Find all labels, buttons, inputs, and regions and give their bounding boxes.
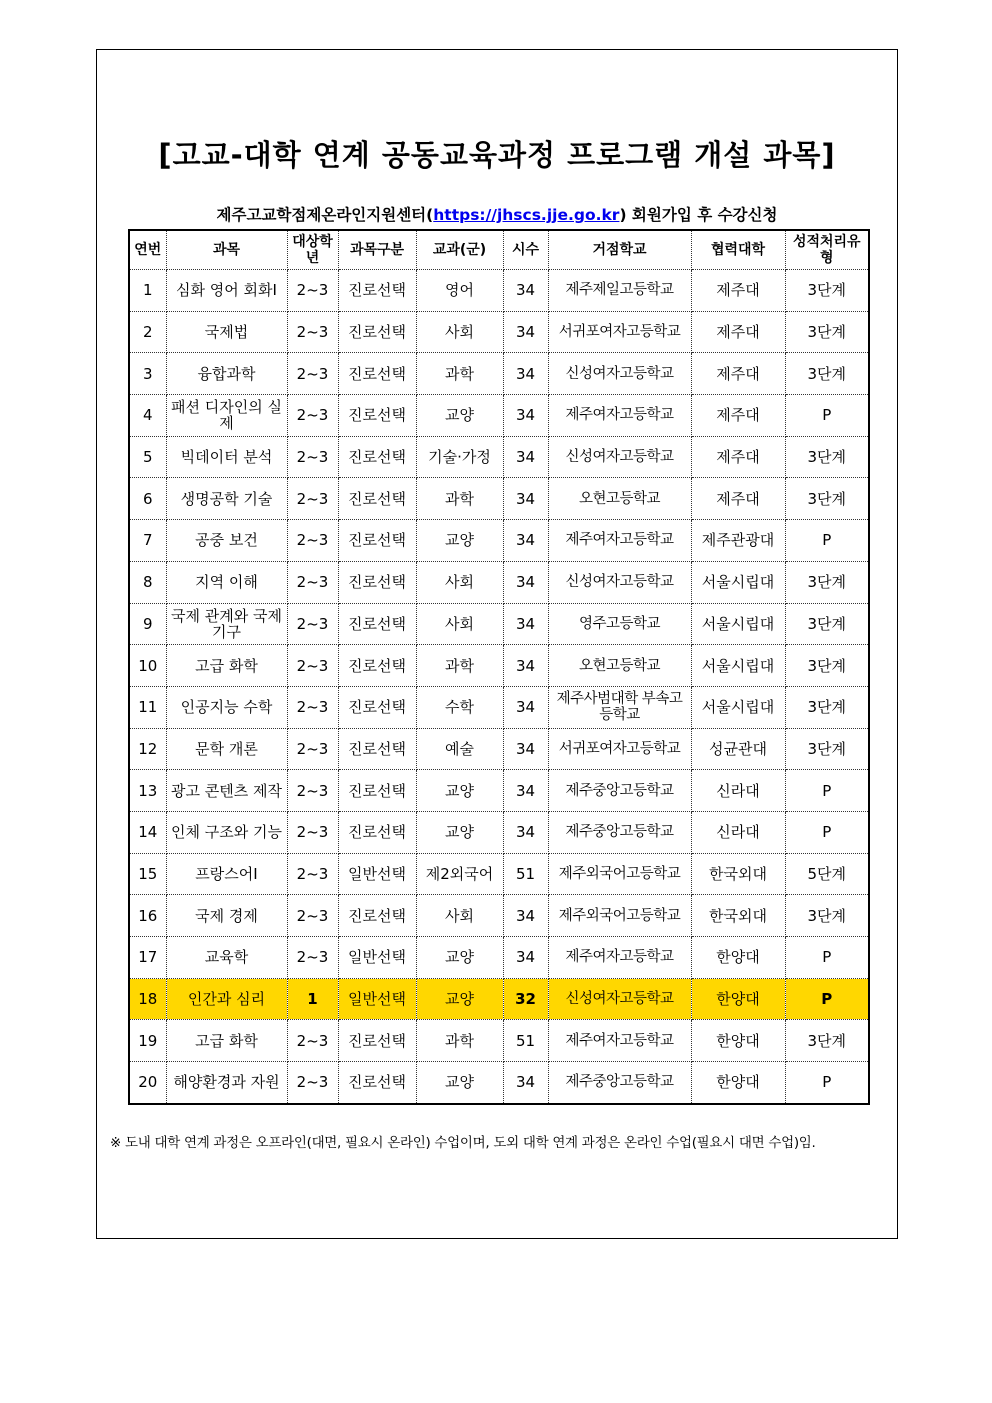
cell-category: 진로선택 bbox=[338, 1020, 416, 1062]
table-row bbox=[129, 561, 869, 603]
cell-school: 서귀포여자고등학교 bbox=[548, 311, 691, 353]
cell-no: 18 bbox=[129, 978, 166, 1020]
cell-subject: 문학 개론 bbox=[166, 728, 287, 770]
cell-no: 15 bbox=[129, 853, 166, 895]
cell-subject: 광고 콘텐츠 제작 bbox=[166, 770, 287, 812]
table-row bbox=[129, 937, 869, 979]
cell-hours: 34 bbox=[503, 686, 548, 728]
cell-no: 11 bbox=[129, 686, 166, 728]
header-hours: 시수 bbox=[503, 230, 548, 270]
table-row bbox=[129, 770, 869, 812]
cell-no: 1 bbox=[129, 270, 166, 312]
cell-school: 신성여자고등학교 bbox=[548, 353, 691, 395]
cell-university: 제주대 bbox=[691, 270, 785, 312]
cell-area: 사회 bbox=[416, 603, 503, 645]
cell-no: 17 bbox=[129, 937, 166, 979]
cell-no: 16 bbox=[129, 895, 166, 937]
table-row bbox=[129, 728, 869, 770]
cell-no: 19 bbox=[129, 1020, 166, 1062]
cell-grade: 2~3 bbox=[287, 478, 338, 520]
subtitle bbox=[96, 203, 898, 225]
cell-university: 한국외대 bbox=[691, 853, 785, 895]
cell-category: 진로선택 bbox=[338, 603, 416, 645]
cell-subject: 인체 구조와 기능 bbox=[166, 811, 287, 853]
cell-grading: 3단계 bbox=[785, 436, 869, 478]
cell-subject: 융합과학 bbox=[166, 353, 287, 395]
cell-grade: 2~3 bbox=[287, 937, 338, 979]
cell-university: 제주대 bbox=[691, 478, 785, 520]
cell-subject: 지역 이해 bbox=[166, 561, 287, 603]
cell-hours: 34 bbox=[503, 395, 548, 437]
cell-grading: P bbox=[785, 978, 869, 1020]
cell-hours: 34 bbox=[503, 353, 548, 395]
cell-grading: 3단계 bbox=[785, 645, 869, 687]
header-grading: 성적처리유형 bbox=[785, 230, 869, 270]
cell-grading: P bbox=[785, 520, 869, 562]
cell-grade: 2~3 bbox=[287, 728, 338, 770]
cell-grading: P bbox=[785, 811, 869, 853]
cell-hours: 34 bbox=[503, 770, 548, 812]
cell-grading: 5단계 bbox=[785, 853, 869, 895]
page-title: [고교-대학 연계 공동교육과정 프로그램 개설 과목] bbox=[158, 138, 836, 172]
cell-category: 진로선택 bbox=[338, 561, 416, 603]
cell-school: 신성여자고등학교 bbox=[548, 561, 691, 603]
cell-area: 수학 bbox=[416, 686, 503, 728]
cell-no: 3 bbox=[129, 353, 166, 395]
cell-university: 한국외대 bbox=[691, 895, 785, 937]
cell-category: 진로선택 bbox=[338, 395, 416, 437]
cell-subject: 생명공학 기술 bbox=[166, 478, 287, 520]
cell-hours: 34 bbox=[503, 895, 548, 937]
cell-university: 한양대 bbox=[691, 1062, 785, 1104]
table-row bbox=[129, 270, 869, 312]
cell-grading: P bbox=[785, 937, 869, 979]
cell-area: 영어 bbox=[416, 270, 503, 312]
cell-grade: 2~3 bbox=[287, 270, 338, 312]
cell-subject: 패션 디자인의 실제 bbox=[166, 395, 287, 437]
table-row bbox=[129, 978, 869, 1020]
cell-hours: 34 bbox=[503, 436, 548, 478]
cell-category: 진로선택 bbox=[338, 353, 416, 395]
cell-area: 기술·가정 bbox=[416, 436, 503, 478]
cell-subject: 교육학 bbox=[166, 937, 287, 979]
cell-subject: 고급 화학 bbox=[166, 1020, 287, 1062]
cell-university: 제주관광대 bbox=[691, 520, 785, 562]
cell-no: 20 bbox=[129, 1062, 166, 1104]
cell-hours: 34 bbox=[503, 603, 548, 645]
header-no: 연번 bbox=[129, 230, 166, 270]
cell-category: 진로선택 bbox=[338, 1062, 416, 1104]
cell-university: 서울시립대 bbox=[691, 561, 785, 603]
table-row bbox=[129, 436, 869, 478]
cell-school: 제주여자고등학교 bbox=[548, 395, 691, 437]
table-row bbox=[129, 853, 869, 895]
course-rows bbox=[129, 270, 869, 1104]
cell-university: 제주대 bbox=[691, 311, 785, 353]
cell-hours: 34 bbox=[503, 937, 548, 979]
cell-area: 교양 bbox=[416, 811, 503, 853]
cell-hours: 32 bbox=[503, 978, 548, 1020]
cell-no: 12 bbox=[129, 728, 166, 770]
cell-school: 제주여자고등학교 bbox=[548, 520, 691, 562]
cell-grade: 2~3 bbox=[287, 436, 338, 478]
cell-no: 2 bbox=[129, 311, 166, 353]
course-table bbox=[128, 229, 870, 1105]
table-row bbox=[129, 811, 869, 853]
cell-grade: 2~3 bbox=[287, 770, 338, 812]
cell-category: 진로선택 bbox=[338, 895, 416, 937]
cell-hours: 34 bbox=[503, 811, 548, 853]
cell-university: 서울시립대 bbox=[691, 686, 785, 728]
cell-area: 교양 bbox=[416, 1062, 503, 1104]
cell-subject: 프랑스어Ⅰ bbox=[166, 853, 287, 895]
cell-area: 교양 bbox=[416, 770, 503, 812]
cell-hours: 34 bbox=[503, 270, 548, 312]
cell-category: 진로선택 bbox=[338, 728, 416, 770]
table-row bbox=[129, 311, 869, 353]
cell-hours: 34 bbox=[503, 478, 548, 520]
cell-area: 교양 bbox=[416, 978, 503, 1020]
cell-no: 14 bbox=[129, 811, 166, 853]
cell-subject: 심화 영어 회화Ⅰ bbox=[166, 270, 287, 312]
cell-school: 제주중앙고등학교 bbox=[548, 1062, 691, 1104]
cell-hours: 34 bbox=[503, 1062, 548, 1104]
cell-grading: 3단계 bbox=[785, 270, 869, 312]
table-row bbox=[129, 353, 869, 395]
cell-no: 13 bbox=[129, 770, 166, 812]
cell-grade: 1 bbox=[287, 978, 338, 1020]
cell-grading: 3단계 bbox=[785, 895, 869, 937]
cell-grading: 3단계 bbox=[785, 1020, 869, 1062]
header-university: 협력대학 bbox=[691, 230, 785, 270]
cell-grade: 2~3 bbox=[287, 686, 338, 728]
cell-no: 9 bbox=[129, 603, 166, 645]
header-grade: 대상학년 bbox=[287, 230, 338, 270]
cell-university: 제주대 bbox=[691, 353, 785, 395]
cell-university: 한양대 bbox=[691, 937, 785, 979]
cell-hours: 51 bbox=[503, 1020, 548, 1062]
cell-subject: 고급 화학 bbox=[166, 645, 287, 687]
cell-area: 예술 bbox=[416, 728, 503, 770]
cell-hours: 34 bbox=[503, 311, 548, 353]
table-row bbox=[129, 895, 869, 937]
cell-category: 진로선택 bbox=[338, 311, 416, 353]
cell-grade: 2~3 bbox=[287, 603, 338, 645]
cell-grade: 2~3 bbox=[287, 311, 338, 353]
cell-university: 성균관대 bbox=[691, 728, 785, 770]
cell-grading: 3단계 bbox=[785, 561, 869, 603]
cell-school: 영주고등학교 bbox=[548, 603, 691, 645]
cell-category: 일반선택 bbox=[338, 937, 416, 979]
cell-area: 사회 bbox=[416, 895, 503, 937]
cell-grade: 2~3 bbox=[287, 1020, 338, 1062]
cell-hours: 34 bbox=[503, 520, 548, 562]
cell-grade: 2~3 bbox=[287, 645, 338, 687]
cell-grade: 2~3 bbox=[287, 395, 338, 437]
cell-school: 오현고등학교 bbox=[548, 645, 691, 687]
cell-university: 한양대 bbox=[691, 1020, 785, 1062]
cell-subject: 인간과 심리 bbox=[166, 978, 287, 1020]
cell-grading: P bbox=[785, 395, 869, 437]
cell-area: 교양 bbox=[416, 937, 503, 979]
cell-school: 제주사범대학 부속고등학교 bbox=[548, 686, 691, 728]
cell-school: 제주제일고등학교 bbox=[548, 270, 691, 312]
cell-category: 진로선택 bbox=[338, 520, 416, 562]
cell-hours: 34 bbox=[503, 561, 548, 603]
cell-area: 과학 bbox=[416, 353, 503, 395]
cell-category: 일반선택 bbox=[338, 978, 416, 1020]
cell-category: 진로선택 bbox=[338, 270, 416, 312]
table-row bbox=[129, 395, 869, 437]
cell-subject: 국제 경제 bbox=[166, 895, 287, 937]
cell-grade: 2~3 bbox=[287, 895, 338, 937]
cell-university: 서울시립대 bbox=[691, 603, 785, 645]
cell-university: 제주대 bbox=[691, 436, 785, 478]
cell-area: 과학 bbox=[416, 645, 503, 687]
cell-grading: P bbox=[785, 770, 869, 812]
header-subject: 과목 bbox=[166, 230, 287, 270]
cell-area: 과학 bbox=[416, 478, 503, 520]
cell-university: 서울시립대 bbox=[691, 645, 785, 687]
table-row bbox=[129, 520, 869, 562]
header-category: 과목구분 bbox=[338, 230, 416, 270]
subtitle-prefix: 제주고교학점제온라인지원센터( bbox=[216, 206, 434, 224]
cell-grade: 2~3 bbox=[287, 1062, 338, 1104]
table-row bbox=[129, 478, 869, 520]
cell-subject: 국제법 bbox=[166, 311, 287, 353]
cell-category: 진로선택 bbox=[338, 811, 416, 853]
cell-school: 제주중앙고등학교 bbox=[548, 811, 691, 853]
cell-category: 진로선택 bbox=[338, 686, 416, 728]
cell-school: 서귀포여자고등학교 bbox=[548, 728, 691, 770]
cell-grading: 3단계 bbox=[785, 478, 869, 520]
cell-category: 일반선택 bbox=[338, 853, 416, 895]
cell-university: 신라대 bbox=[691, 770, 785, 812]
center-link[interactable]: https://jhscs.jje.go.kr bbox=[433, 206, 620, 224]
cell-grading: 3단계 bbox=[785, 353, 869, 395]
table-row bbox=[129, 1062, 869, 1104]
cell-university: 신라대 bbox=[691, 811, 785, 853]
cell-category: 진로선택 bbox=[338, 770, 416, 812]
cell-no: 7 bbox=[129, 520, 166, 562]
cell-no: 10 bbox=[129, 645, 166, 687]
cell-area: 교양 bbox=[416, 520, 503, 562]
cell-hours: 51 bbox=[503, 853, 548, 895]
cell-no: 5 bbox=[129, 436, 166, 478]
cell-hours: 34 bbox=[503, 728, 548, 770]
footnote: ※ 도내 대학 연계 과정은 오프라인(대면, 필요시 온라인) 수업이며, 도외 대학 연계 과정은 온라인 수업(필요시 대면 수업)임. bbox=[110, 1135, 816, 1151]
cell-subject: 해양환경과 자원 bbox=[166, 1062, 287, 1104]
header-area: 교과(군) bbox=[416, 230, 503, 270]
cell-area: 사회 bbox=[416, 311, 503, 353]
subtitle-suffix: ) 회원가입 후 수강신청 bbox=[619, 206, 778, 224]
cell-grade: 2~3 bbox=[287, 853, 338, 895]
cell-grade: 2~3 bbox=[287, 811, 338, 853]
header-school: 거점학교 bbox=[548, 230, 691, 270]
cell-school: 제주여자고등학교 bbox=[548, 937, 691, 979]
cell-grading: 3단계 bbox=[785, 686, 869, 728]
cell-area: 제2외국어 bbox=[416, 853, 503, 895]
cell-subject: 빅데이터 분석 bbox=[166, 436, 287, 478]
cell-grade: 2~3 bbox=[287, 353, 338, 395]
cell-no: 8 bbox=[129, 561, 166, 603]
cell-area: 과학 bbox=[416, 1020, 503, 1062]
cell-grade: 2~3 bbox=[287, 561, 338, 603]
cell-no: 6 bbox=[129, 478, 166, 520]
cell-subject: 국제 관계와 국제기구 bbox=[166, 603, 287, 645]
table-row bbox=[129, 1020, 869, 1062]
cell-grade: 2~3 bbox=[287, 520, 338, 562]
cell-subject: 인공지능 수학 bbox=[166, 686, 287, 728]
cell-grading: 3단계 bbox=[785, 311, 869, 353]
cell-subject: 공중 보건 bbox=[166, 520, 287, 562]
table-row bbox=[129, 645, 869, 687]
cell-category: 진로선택 bbox=[338, 436, 416, 478]
cell-university: 한양대 bbox=[691, 978, 785, 1020]
cell-hours: 34 bbox=[503, 645, 548, 687]
table-row bbox=[129, 686, 869, 728]
cell-school: 제주외국어고등학교 bbox=[548, 895, 691, 937]
header-row bbox=[129, 230, 869, 270]
cell-grading: 3단계 bbox=[785, 728, 869, 770]
cell-grading: P bbox=[785, 1062, 869, 1104]
cell-school: 제주중앙고등학교 bbox=[548, 770, 691, 812]
cell-grading: 3단계 bbox=[785, 603, 869, 645]
cell-category: 진로선택 bbox=[338, 645, 416, 687]
cell-area: 사회 bbox=[416, 561, 503, 603]
cell-no: 4 bbox=[129, 395, 166, 437]
cell-university: 제주대 bbox=[691, 395, 785, 437]
cell-category: 진로선택 bbox=[338, 478, 416, 520]
cell-school: 제주여자고등학교 bbox=[548, 1020, 691, 1062]
table-row bbox=[129, 603, 869, 645]
cell-school: 신성여자고등학교 bbox=[548, 436, 691, 478]
cell-school: 신성여자고등학교 bbox=[548, 978, 691, 1020]
cell-school: 오현고등학교 bbox=[548, 478, 691, 520]
cell-school: 제주외국어고등학교 bbox=[548, 853, 691, 895]
cell-area: 교양 bbox=[416, 395, 503, 437]
